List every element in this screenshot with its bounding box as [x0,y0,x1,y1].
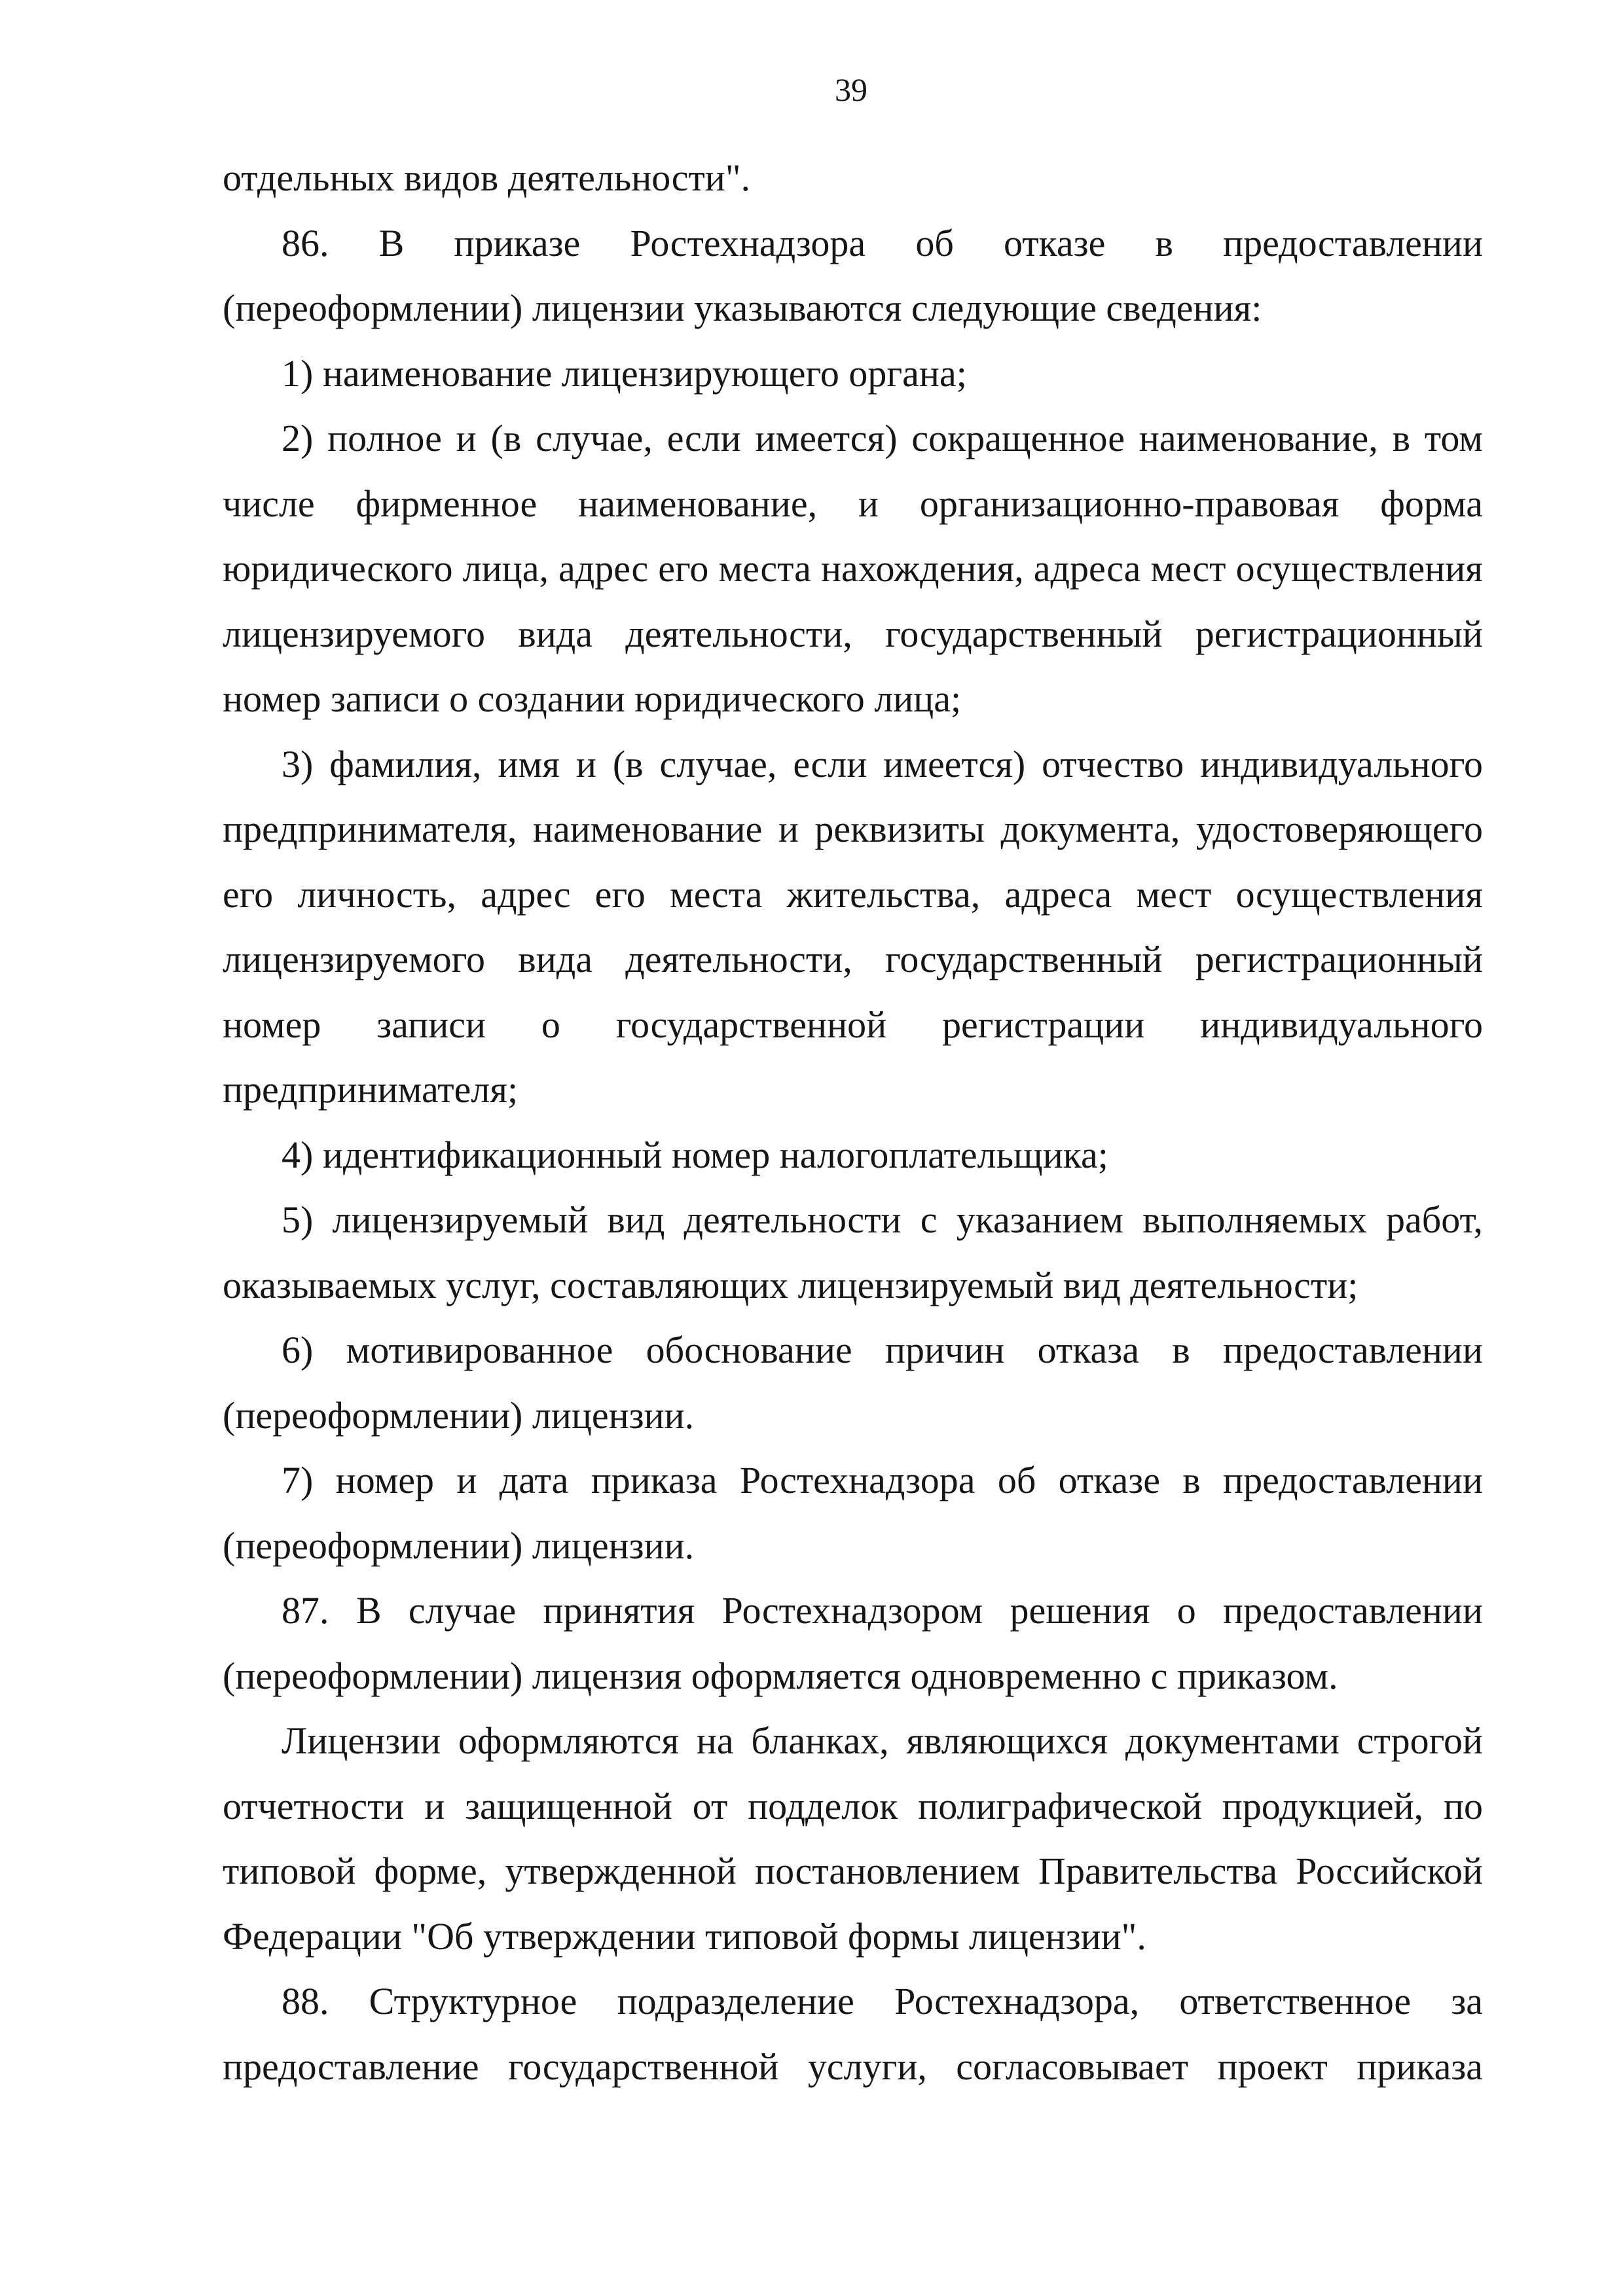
list-item-1: 1) наименование лицензирующего органа; [282,351,967,395]
paragraph-87: 87. В случае принятия Ростехнадзором решения о предоставлении (переоформлении) лицензия оформляется одновременно с приказом. [223,1589,1483,1697]
paragraph-86: 86. В приказе Ростехнадзора об отказе в предоставлении (переоформлении) лицензии указываются следующие сведения: [223,221,1483,329]
list-item-6: 6) мотивированное обоснование причин отказа в предоставлении (переоформлении) лицензии. [223,1329,1483,1437]
document-body [223,145,1483,2099]
paragraph-licenses: Лицензии оформляются на бланках, являющихся документами строгой отчетности и защищенной от подделок полиграфической продукцией, по типовой форме, утвержденной постановлением Правительства Российской Федерации "Об утверждении типовой формы лицензии". [223,1719,1483,1958]
list-item-5: 5) лицензируемый вид деятельности с указанием выполняемых работ, оказываемых услуг, составляющих лицензируемый вид деятельности; [223,1198,1483,1306]
paragraph-88: 88. Структурное подразделение Ростехнадзора, ответственное за предоставление государственной услуги, согласовывает проект приказа [223,1980,1483,2088]
list-item-4: 4) идентификационный номер налогоплательщика; [282,1133,1108,1176]
list-item-2: 2) полное и (в случае, если имеется) сокращенное наименование, в том числе фирменное наименование, и организационно-правовая форма юридического лица, адрес его места нахождения, адреса мест осуществления лицензируемого вида деятельности, государственный регистрационный номер записи о создании юридического лица; [223,417,1483,720]
list-item-7: 7) номер и дата приказа Ростехнадзора об отказе в предоставлении (переоформлении) лицензии. [223,1459,1483,1567]
paragraph-continuation: отдельных видов деятельности". [223,156,750,199]
list-item-3: 3) фамилия, имя и (в случае, если имеется) отчество индивидуального предпринимателя, наименование и реквизиты документа, удостоверяющего его личность, адрес его места жительства, адреса мест осуществления лицензируемого вида деятельности, государственный регистрационный номер записи о государственной регистрации индивидуального предпринимателя; [223,742,1483,1111]
page-number: 39 [835,71,867,108]
